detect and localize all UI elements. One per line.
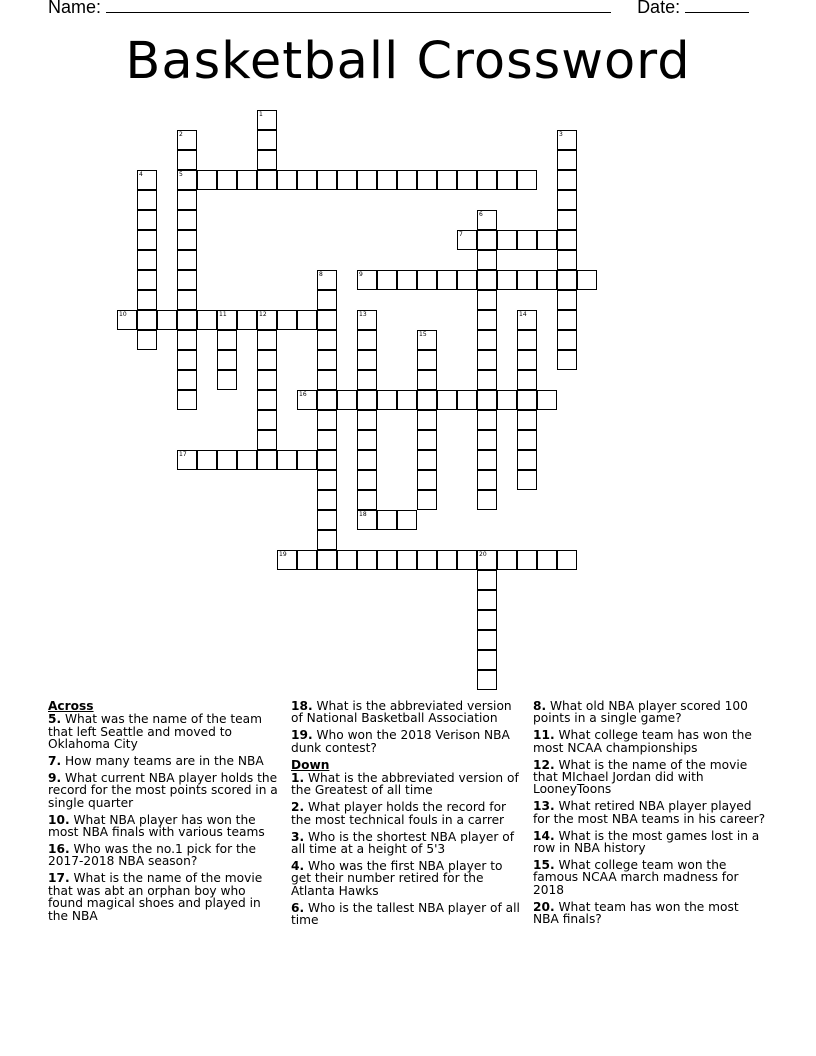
crossword-cell[interactable]: [357, 430, 377, 450]
crossword-cell[interactable]: [177, 350, 197, 370]
crossword-cell[interactable]: [517, 430, 537, 450]
crossword-cell[interactable]: [177, 290, 197, 310]
crossword-cell[interactable]: [137, 250, 157, 270]
crossword-cell[interactable]: [177, 210, 197, 230]
crossword-cell[interactable]: [477, 270, 497, 290]
clue-down-13: 13. What retired NBA player played for the most NBA teams in his career?: [533, 799, 766, 826]
crossword-cell[interactable]: [317, 350, 337, 370]
crossword-cell[interactable]: [417, 430, 437, 450]
crossword-cell[interactable]: [317, 270, 337, 290]
crossword-cell[interactable]: [177, 370, 197, 390]
crossword-cell[interactable]: [477, 410, 497, 430]
crossword-cell[interactable]: [557, 550, 577, 570]
crossword-cell[interactable]: [217, 310, 237, 330]
crossword-cell[interactable]: [477, 290, 497, 310]
crossword-cell[interactable]: [417, 410, 437, 430]
crossword-cell[interactable]: [137, 170, 157, 190]
clues-column-1: [48, 700, 282, 927]
crossword-cell[interactable]: [357, 410, 377, 430]
crossword-cell[interactable]: [357, 170, 377, 190]
crossword-cell[interactable]: [297, 170, 317, 190]
crossword-cell[interactable]: [297, 450, 317, 470]
page-title: Basketball Crossword: [125, 32, 691, 91]
crossword-cell[interactable]: [417, 350, 437, 370]
crossword-cell[interactable]: [177, 130, 197, 150]
name-date-line: [48, 0, 749, 18]
crossword-cell[interactable]: [197, 310, 217, 330]
crossword-cell[interactable]: [137, 290, 157, 310]
crossword-cell[interactable]: [477, 470, 497, 490]
crossword-cell[interactable]: [497, 550, 517, 570]
crossword-cell[interactable]: [257, 170, 277, 190]
crossword-cell[interactable]: [177, 230, 197, 250]
crossword-cell[interactable]: [477, 590, 497, 610]
crossword-cell[interactable]: [177, 270, 197, 290]
crossword-cell[interactable]: [237, 450, 257, 470]
crossword-cell[interactable]: [517, 370, 537, 390]
crossword-cell[interactable]: [317, 450, 337, 470]
crossword-cell[interactable]: [517, 410, 537, 430]
clue-down-1: 1. What is the abbreviated version of the Greatest of all time: [291, 771, 519, 798]
crossword-cell[interactable]: [297, 310, 317, 330]
crossword-cell[interactable]: [377, 270, 397, 290]
clue-down-11: 11. What college team has won the most NCAA championships: [533, 728, 752, 755]
crossword-cell[interactable]: [257, 450, 277, 470]
crossword-cell[interactable]: [157, 310, 177, 330]
crossword-cell[interactable]: [557, 150, 577, 170]
clue-number: 13: [359, 311, 367, 318]
crossword-cell[interactable]: [257, 370, 277, 390]
date-label: Date:: [637, 0, 681, 17]
crossword-cell[interactable]: [397, 270, 417, 290]
crossword-cell[interactable]: [437, 550, 457, 570]
crossword-cell[interactable]: [317, 530, 337, 550]
crossword-cell[interactable]: [257, 430, 277, 450]
crossword-cell[interactable]: [417, 490, 437, 510]
crossword-cell[interactable]: [357, 450, 377, 470]
name-field[interactable]: [106, 0, 611, 13]
clue-down-6: 6. Who is the tallest NBA player of all time: [291, 900, 520, 928]
crossword-cell[interactable]: [517, 230, 537, 250]
crossword-cell[interactable]: [317, 390, 337, 410]
date-field[interactable]: [685, 0, 749, 13]
crossword-cell[interactable]: [217, 350, 237, 370]
clue-down-20: 20. What team has won the most NBA finals?: [533, 899, 739, 927]
clue-across-16: 16. Who was the no.1 pick for the 2017-2018 NBA season?: [48, 842, 256, 869]
crossword-cell[interactable]: [437, 170, 457, 190]
crossword-cell[interactable]: [557, 210, 577, 230]
crossword-cell[interactable]: [477, 670, 497, 690]
crossword-cell[interactable]: [297, 550, 317, 570]
clue-number: 2: [179, 131, 183, 138]
crossword-cell[interactable]: [177, 170, 197, 190]
crossword-cell[interactable]: [517, 470, 537, 490]
name-label: Name:: [48, 0, 102, 17]
crossword-cell[interactable]: [197, 170, 217, 190]
crossword-cell[interactable]: [497, 230, 517, 250]
clue-number: 3: [559, 131, 563, 138]
crossword-cell[interactable]: [277, 450, 297, 470]
crossword-cell[interactable]: [357, 370, 377, 390]
clue-number: 8: [319, 271, 323, 278]
clue-down-3: 3. Who is the shortest NBA player of all time at a height of 5'3: [291, 829, 515, 857]
clue-across-19: 19. Who won the 2018 Verison NBA dunk contest?: [291, 728, 510, 755]
crossword-cell[interactable]: [557, 310, 577, 330]
clues-column-2: [291, 700, 525, 931]
crossword-cell[interactable]: [357, 490, 377, 510]
crossword-cell[interactable]: [477, 610, 497, 630]
crossword-cell[interactable]: [477, 570, 497, 590]
crossword-cell[interactable]: [357, 470, 377, 490]
crossword-cell[interactable]: [177, 150, 197, 170]
crossword-cell[interactable]: [557, 170, 577, 190]
clue-number: 1: [259, 111, 263, 118]
clue-number: 9: [359, 271, 363, 278]
crossword-cell[interactable]: [517, 170, 537, 190]
crossword-cell[interactable]: [557, 130, 577, 150]
crossword-cell[interactable]: [457, 230, 477, 250]
crossword-cell[interactable]: [257, 130, 277, 150]
crossword-cell[interactable]: [417, 550, 437, 570]
crossword-cell[interactable]: [557, 330, 577, 350]
crossword-cell[interactable]: [237, 170, 257, 190]
crossword-cell[interactable]: [137, 190, 157, 210]
crossword-cell[interactable]: [257, 150, 277, 170]
crossword-cell[interactable]: [477, 630, 497, 650]
crossword-cell[interactable]: [317, 290, 337, 310]
crossword-cell[interactable]: [457, 170, 477, 190]
crossword-cell[interactable]: [177, 450, 197, 470]
crossword-cell[interactable]: [357, 270, 377, 290]
clue-number: 15: [419, 331, 427, 338]
clue-number: 12: [259, 311, 267, 318]
crossword-cell[interactable]: [417, 390, 437, 410]
clue-down-15: 15. What college team won the famous NCAA march madness for 2018: [533, 857, 739, 897]
crossword-cell[interactable]: [477, 310, 497, 330]
crossword-cell[interactable]: [137, 310, 157, 330]
crossword-cell[interactable]: [317, 310, 337, 330]
crossword-cell[interactable]: [377, 170, 397, 190]
clue-across-7: 7. How many teams are in the NBA: [48, 754, 264, 769]
crossword-cell[interactable]: [477, 330, 497, 350]
crossword-cell[interactable]: [457, 270, 477, 290]
crossword-cell[interactable]: [257, 390, 277, 410]
crossword-cell[interactable]: [477, 430, 497, 450]
crossword-cell[interactable]: [417, 470, 437, 490]
crossword-cell[interactable]: [357, 550, 377, 570]
crossword-cell[interactable]: [417, 370, 437, 390]
crossword-cell[interactable]: [477, 370, 497, 390]
crossword-cell[interactable]: [377, 390, 397, 410]
crossword-cell[interactable]: [317, 430, 337, 450]
crossword-cell[interactable]: [397, 550, 417, 570]
crossword-cell[interactable]: [357, 390, 377, 410]
crossword-cell[interactable]: [257, 330, 277, 350]
crossword-cell[interactable]: [517, 270, 537, 290]
crossword-cell[interactable]: [477, 390, 497, 410]
clue-number: 16: [299, 391, 307, 398]
clue-number: 11: [219, 311, 227, 318]
crossword-cell[interactable]: [357, 330, 377, 350]
crossword-cell[interactable]: [177, 330, 197, 350]
crossword-cell[interactable]: [137, 210, 157, 230]
clue-across-17: 17. What is the name of the movie that was abt an orphan boy who found magical shoes and played in the NBA: [48, 871, 263, 923]
crossword-cell[interactable]: [557, 270, 577, 290]
crossword-cell[interactable]: [517, 450, 537, 470]
crossword-cell[interactable]: [357, 350, 377, 370]
clue-number: 4: [139, 171, 143, 178]
crossword-cell[interactable]: [217, 170, 237, 190]
crossword-cell[interactable]: [417, 170, 437, 190]
clue-number: 10: [119, 311, 127, 318]
crossword-cell[interactable]: [437, 270, 457, 290]
crossword-cell[interactable]: [137, 230, 157, 250]
crossword-cell[interactable]: [517, 330, 537, 350]
crossword-cell[interactable]: [397, 170, 417, 190]
crossword-cell[interactable]: [337, 390, 357, 410]
clue-number: 14: [519, 311, 527, 318]
crossword-cell[interactable]: [557, 230, 577, 250]
clue-down-4: 4. Who was the first NBA player to get their number retired for the Atlanta Hawks: [291, 858, 503, 898]
clue-down-2: 2. What player holds the record for the most technical fouls in a carrer: [291, 800, 507, 827]
crossword-cell[interactable]: [317, 330, 337, 350]
crossword-cell[interactable]: [317, 170, 337, 190]
crossword-cell[interactable]: [477, 250, 497, 270]
crossword-cell[interactable]: [477, 450, 497, 470]
clue-across-5: 5. What was the name of the team that left Seattle and moved to Oklahoma City: [48, 712, 262, 752]
clue-down-8: 8. What old NBA player scored 100 points in a single game?: [533, 699, 748, 726]
crossword-cell[interactable]: [277, 310, 297, 330]
crossword-cell[interactable]: [377, 510, 397, 530]
crossword-cell[interactable]: [337, 550, 357, 570]
crossword-cell[interactable]: [577, 270, 597, 290]
crossword-cell[interactable]: [497, 390, 517, 410]
crossword-cell[interactable]: [477, 490, 497, 510]
clue-down-12: 12. What is the name of the movie that MIchael Jordan did with LooneyToons: [533, 757, 748, 797]
clue-across-18: 18. What is the abbreviated version of National Basketball Association: [291, 699, 512, 726]
crossword-cell[interactable]: [537, 390, 557, 410]
crossword-cell[interactable]: [557, 190, 577, 210]
crossword-cell[interactable]: [177, 310, 197, 330]
crossword-cell[interactable]: [477, 350, 497, 370]
crossword-cell[interactable]: [317, 410, 337, 430]
crossword-cell[interactable]: [217, 450, 237, 470]
clue-across-10: 10. What NBA player has won the most NBA finals with various teams: [48, 812, 265, 840]
crossword-cell[interactable]: [217, 330, 237, 350]
crossword-cell[interactable]: [137, 330, 157, 350]
crossword-cell[interactable]: [257, 110, 277, 130]
clue-number: 18: [359, 511, 367, 518]
clue-number: 6: [479, 211, 483, 218]
crossword-cell[interactable]: [437, 390, 457, 410]
crossword-cell[interactable]: [317, 490, 337, 510]
clue-number: 5: [179, 171, 183, 178]
clue-number: 17: [179, 451, 187, 458]
crossword-cell[interactable]: [317, 370, 337, 390]
crossword-cell[interactable]: [457, 550, 477, 570]
crossword-cell[interactable]: [397, 510, 417, 530]
crossword-cell[interactable]: [517, 550, 537, 570]
crossword-cell[interactable]: [277, 170, 297, 190]
crossword-cell[interactable]: [377, 550, 397, 570]
crossword-cell[interactable]: [417, 330, 437, 350]
clue-number: 20: [479, 551, 487, 558]
crossword-cell[interactable]: [257, 350, 277, 370]
clues-column-3: [533, 700, 767, 930]
crossword-cell[interactable]: [117, 310, 137, 330]
crossword-cell[interactable]: [257, 410, 277, 430]
crossword-cell[interactable]: [417, 450, 437, 470]
crossword-cell[interactable]: [317, 470, 337, 490]
crossword-cell[interactable]: [477, 170, 497, 190]
crossword-cell[interactable]: [317, 510, 337, 530]
crossword-cell[interactable]: [497, 170, 517, 190]
crossword-cell[interactable]: [337, 170, 357, 190]
crossword-cell[interactable]: [537, 270, 557, 290]
crossword-cell[interactable]: [357, 510, 377, 530]
crossword-cell[interactable]: [177, 190, 197, 210]
crossword-cell[interactable]: [177, 390, 197, 410]
crossword-cell[interactable]: [217, 370, 237, 390]
crossword-cell[interactable]: [297, 390, 317, 410]
crossword-cell[interactable]: [477, 650, 497, 670]
clue-number: 7: [459, 231, 463, 238]
crossword-cell[interactable]: [477, 550, 497, 570]
crossword-cell[interactable]: [557, 350, 577, 370]
crossword-cell[interactable]: [317, 550, 337, 570]
clue-number: 19: [279, 551, 287, 558]
crossword-cell[interactable]: [417, 270, 437, 290]
crossword-cell[interactable]: [277, 550, 297, 570]
crossword-cell[interactable]: [517, 310, 537, 330]
across-heading: Across: [48, 699, 94, 713]
crossword-cell[interactable]: [357, 310, 377, 330]
crossword-cell[interactable]: [457, 390, 477, 410]
crossword-cell[interactable]: [137, 270, 157, 290]
crossword-cell[interactable]: [237, 310, 257, 330]
clue-down-14: 14. What is the most games lost in a row in NBA history: [533, 828, 760, 856]
crossword-cell[interactable]: [477, 210, 497, 230]
crossword-cell[interactable]: [517, 390, 537, 410]
crossword-cell[interactable]: [397, 390, 417, 410]
crossword-cell[interactable]: [537, 230, 557, 250]
clue-across-9: 9. What current NBA player holds the record for the most points scored in a single quarter: [48, 771, 278, 810]
crossword-cell[interactable]: [477, 230, 497, 250]
crossword-cell[interactable]: [197, 450, 217, 470]
crossword-cell[interactable]: [557, 250, 577, 270]
crossword-cell[interactable]: [517, 350, 537, 370]
crossword-cell[interactable]: [537, 550, 557, 570]
down-heading: Down: [291, 757, 330, 772]
crossword-cell[interactable]: [497, 270, 517, 290]
crossword-cell[interactable]: [557, 290, 577, 310]
crossword-cell[interactable]: [177, 250, 197, 270]
crossword-cell[interactable]: [257, 310, 277, 330]
